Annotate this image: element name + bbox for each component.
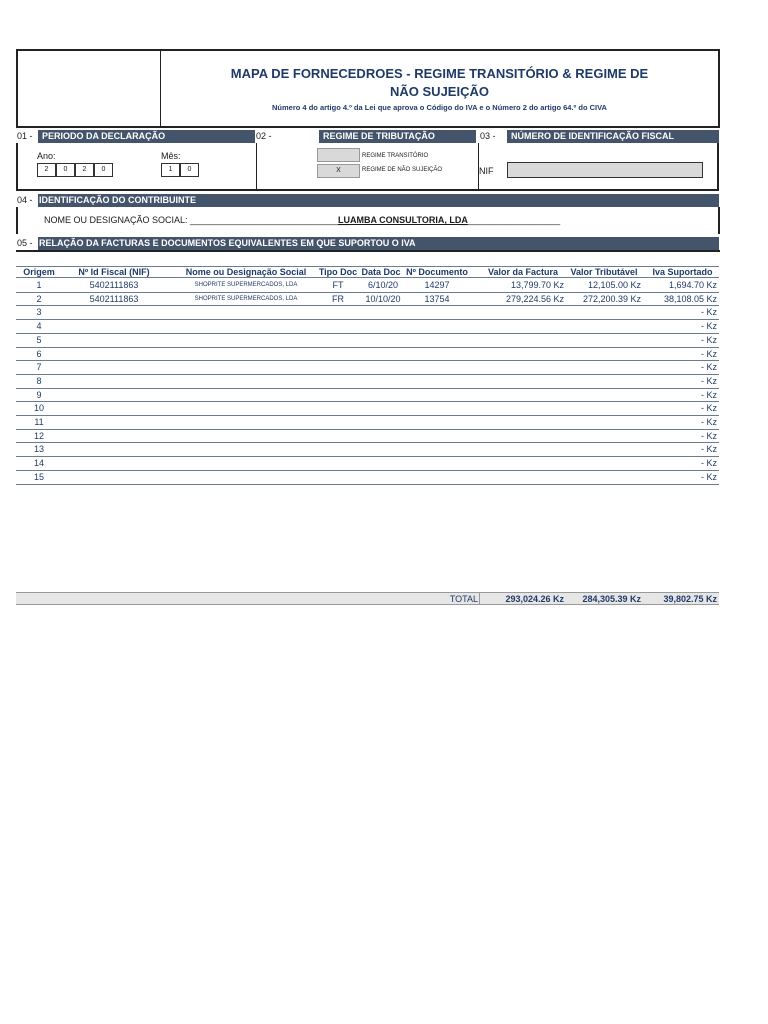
cell-tributavel[interactable]: 272,200.39 Kz	[582, 293, 641, 304]
section-02-bar: REGIME DE TRIBUTAÇÃO	[319, 130, 476, 143]
nome-trail: ____________________	[460, 215, 561, 225]
cell-tipo[interactable]: FR	[332, 293, 344, 304]
cell-documento[interactable]: 13754	[424, 293, 450, 304]
cell-iva[interactable]: - Kz	[700, 362, 717, 373]
section-01-bar: PERIODO DA DECLARAÇÃO	[38, 130, 255, 143]
cell-nome[interactable]: SHOPRITE SUPERMERCADOS, LDA	[194, 295, 298, 302]
nif-label: NIF	[479, 166, 494, 176]
total-iva: 39,802.75 Kz	[663, 594, 717, 604]
header-box	[16, 49, 720, 128]
cell-origem[interactable]: 2	[36, 293, 42, 304]
title-line-1: MAPA DE FORNECEDROES - REGIME TRANSITÓRIO & REGIME DE	[230, 66, 649, 81]
subtitle: Número 4 do artigo 4.º da Lei que aprova o Código do IVA e o Número 2 do artigo 64.º do CIVA	[272, 103, 607, 112]
row-divider	[16, 429, 719, 430]
section-05-num: 05 -	[17, 238, 33, 248]
section-05-bottom-border	[16, 250, 720, 252]
row-divider	[16, 401, 719, 402]
cell-data[interactable]: 6/10/20	[367, 280, 399, 290]
col-documento: Nº Documento	[406, 267, 468, 277]
cell-iva[interactable]: - Kz	[700, 417, 717, 427]
nome-value[interactable]: LUAMBA CONSULTORIA, LDA	[338, 215, 468, 225]
row-divider	[16, 292, 719, 293]
cell-origem[interactable]: 7	[36, 362, 42, 373]
row-divider	[16, 347, 719, 348]
mes-digit[interactable]: 1	[161, 163, 180, 177]
mes-label: Mês:	[161, 151, 181, 161]
cell-origem[interactable]: 9	[36, 389, 42, 400]
cell-origem[interactable]: 1	[36, 280, 42, 290]
row-divider	[16, 470, 719, 471]
regime-transitorio-label: REGIME TRANSITÓRIO	[362, 153, 429, 159]
section-04-num: 04 -	[17, 195, 33, 205]
row-divider	[16, 333, 719, 334]
cell-origem[interactable]: 15	[33, 471, 44, 482]
cell-iva[interactable]: 1,694.70 Kz	[668, 280, 717, 290]
section-05-bar: RELAÇÃO DA FACTURAS E DOCUMENTOS EQUIVALENTES EM QUE SUPORTOU O IVA	[38, 237, 719, 250]
cell-tributavel[interactable]: 12,105.00 Kz	[587, 280, 641, 290]
row-divider	[16, 374, 719, 375]
cell-origem[interactable]: 13	[33, 444, 44, 455]
row-divider	[16, 442, 719, 443]
cell-origem[interactable]: 3	[36, 307, 42, 318]
col-data: Data Doc	[361, 267, 401, 277]
col-nif: Nº Id Fiscal (NIF)	[78, 267, 150, 277]
cell-iva[interactable]: - Kz	[700, 348, 717, 359]
cell-iva[interactable]: - Kz	[700, 471, 717, 482]
mes-digits	[161, 163, 199, 177]
cell-iva[interactable]: - Kz	[700, 403, 717, 414]
logo-cell	[18, 51, 161, 126]
cell-iva[interactable]: - Kz	[700, 375, 717, 386]
cell-data[interactable]: 10/10/20	[365, 293, 401, 304]
cell-origem[interactable]: 6	[36, 348, 42, 359]
nif-input[interactable]	[507, 162, 703, 178]
col-tributavel: Valor Tributável	[570, 267, 638, 277]
ano-digit[interactable]: 2	[75, 163, 94, 177]
total-label: TOTAL	[449, 594, 478, 604]
section-03-num: 03 -	[480, 131, 496, 141]
col-nome: Nome ou Designação Social	[185, 267, 307, 277]
cell-origem[interactable]: 10	[33, 403, 44, 414]
section-01-num: 01 -	[17, 131, 33, 141]
nome-label: NOME OU DESIGNAÇÃO SOCIAL: ________________________________	[44, 215, 351, 225]
table-header	[16, 266, 719, 278]
cell-tipo[interactable]: FT	[332, 280, 344, 290]
ano-digit[interactable]: 0	[94, 163, 113, 177]
cell-origem[interactable]: 8	[36, 375, 42, 386]
cell-iva[interactable]: - Kz	[700, 321, 717, 332]
row-divider	[16, 305, 719, 306]
cell-valor[interactable]: 279,224.56 Kz	[505, 293, 564, 304]
cell-origem[interactable]: 11	[34, 417, 44, 427]
section-04-bar: IDENTIFICAÇÃO DO CONTRIBUINTE	[38, 194, 719, 207]
cell-origem[interactable]: 4	[36, 321, 42, 332]
cell-origem[interactable]: 5	[36, 334, 42, 345]
col-tipo: Tipo Doc	[318, 267, 358, 277]
total-valor: 293,024.26 Kz	[505, 594, 564, 604]
regime-nao-sujeicao-label: REGIME DE NÃO SUJEIÇÃO	[362, 167, 443, 173]
cell-iva[interactable]: - Kz	[700, 389, 717, 400]
regime-nao-sujeicao-checkbox[interactable]: X	[317, 164, 360, 178]
cell-valor[interactable]: 13,799.70 Kz	[510, 280, 564, 290]
cell-nome[interactable]: SHOPRITE SUPERMERCADOS, LDA	[194, 282, 298, 288]
cell-iva[interactable]: - Kz	[700, 307, 717, 318]
row-divider	[16, 456, 719, 457]
col-iva: Iva Suportado	[652, 267, 713, 277]
total-tributavel: 284,305.39 Kz	[582, 594, 641, 604]
ano-digit[interactable]: 0	[56, 163, 75, 177]
row-divider	[16, 360, 719, 361]
section-02-num: 02 -	[256, 131, 272, 141]
cell-origem[interactable]: 14	[33, 458, 44, 469]
regime-transitorio-checkbox[interactable]	[317, 148, 360, 162]
cell-iva[interactable]: - Kz	[700, 334, 717, 345]
cell-origem[interactable]: 12	[33, 430, 44, 441]
row-divider	[16, 415, 719, 416]
cell-iva[interactable]: - Kz	[700, 444, 717, 455]
ano-label: Ano:	[37, 151, 56, 161]
row-divider	[16, 388, 719, 389]
cell-documento[interactable]: 14297	[424, 280, 450, 290]
cell-iva[interactable]: - Kz	[700, 458, 717, 469]
totals-row	[16, 592, 719, 605]
cell-nif[interactable]: 5402111863	[89, 293, 139, 304]
ano-digit[interactable]: 2	[37, 163, 56, 177]
col-valor: Valor da Factura	[487, 267, 559, 277]
row-divider	[16, 319, 719, 320]
cell-nif[interactable]: 5402111863	[89, 280, 139, 290]
section-03-bar: NÚMERO DE IDENTIFICAÇÃO FISCAL	[507, 130, 719, 143]
cell-iva[interactable]: - Kz	[700, 430, 717, 441]
title-line-2: NÃO SUJEIÇÃO	[390, 84, 489, 99]
cell-iva[interactable]: 38,108.05 Kz	[663, 293, 717, 304]
ano-digits	[37, 163, 113, 177]
mes-digit[interactable]: 0	[180, 163, 199, 177]
col-origem: Origem	[23, 267, 55, 277]
row-divider	[16, 484, 719, 485]
